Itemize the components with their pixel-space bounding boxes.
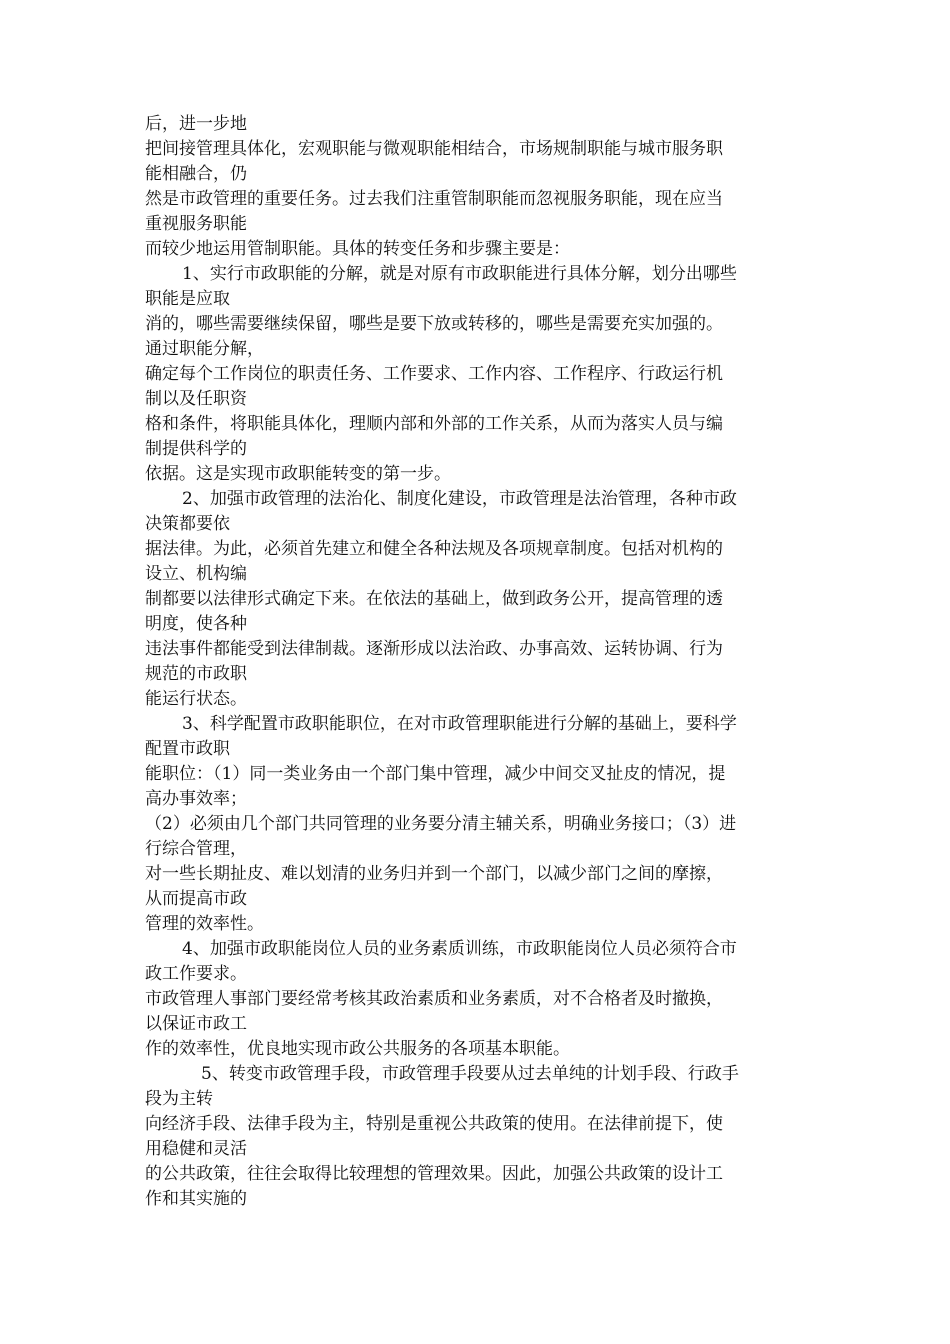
- text-line: 制提供科学的: [145, 439, 247, 459]
- text-line: 能运行状态。: [145, 689, 247, 709]
- text-line: 规范的市政职: [145, 664, 247, 684]
- text-line: 配置市政职: [145, 739, 230, 759]
- text-line: 把间接管理具体化，宏观职能与微观职能相结合，市场规制职能与城市服务职: [145, 139, 723, 159]
- text-line: 3、科学配置市政职能职位，在对市政管理职能进行分解的基础上，要科学: [182, 714, 737, 734]
- text-line: 消的，哪些需要继续保留，哪些是要下放或转移的，哪些是需要充实加强的。: [145, 314, 723, 334]
- text-line: 能相融合，仍: [145, 164, 247, 184]
- text-line: 以保证市政工: [145, 1014, 247, 1034]
- text-line: 段为主转: [145, 1089, 213, 1109]
- text-line: 向经济手段、法律手段为主，特别是重视公共政策的使用。在法律前提下，使: [145, 1114, 723, 1134]
- text-line: （2）必须由几个部门共同管理的业务要分清主辅关系，明确业务接口；（3）进: [145, 814, 737, 834]
- text-line: 违法事件都能受到法律制裁。逐渐形成以法治政、办事高效、运转协调、行为: [145, 639, 723, 659]
- text-line: 据法律。为此，必须首先建立和健全各种法规及各项规章制度。包括对机构的: [145, 539, 723, 559]
- text-line: 2、加强市政管理的法治化、制度化建设，市政管理是法治管理，各种市政: [182, 489, 737, 509]
- text-line: 决策都要依: [145, 514, 230, 534]
- text-line: 职能是应取: [145, 289, 230, 309]
- text-line: 的公共政策，往往会取得比较理想的管理效果。因此，加强公共政策的设计工: [145, 1164, 723, 1184]
- text-line: 明度，使各种: [145, 614, 247, 634]
- text-line: 设立、机构编: [145, 564, 247, 584]
- text-line: 4、加强市政职能岗位人员的业务素质训练，市政职能岗位人员必须符合市: [182, 939, 737, 959]
- text-line: 制都要以法律形式确定下来。在依法的基础上，做到政务公开，提高管理的透: [145, 589, 723, 609]
- text-line: 能职位：（1）同一类业务由一个部门集中管理，减少中间交叉扯皮的情况，提: [145, 764, 726, 784]
- text-line: 重视服务职能: [145, 214, 247, 234]
- text-line: 高办事效率；: [145, 789, 247, 809]
- text-line: 用稳健和灵活: [145, 1139, 247, 1159]
- text-line: 然是市政管理的重要任务。过去我们注重管制职能而忽视服务职能，现在应当: [145, 189, 723, 209]
- text-line: 后，进一步地: [145, 114, 247, 134]
- text-line: 格和条件，将职能具体化，理顺内部和外部的工作关系，从而为落实人员与编: [145, 414, 723, 434]
- text-line: 通过职能分解，: [145, 339, 264, 359]
- text-line: 管理的效率性。: [145, 914, 264, 934]
- text-line: 制以及任职资: [145, 389, 247, 409]
- text-line: 确定每个工作岗位的职责任务、工作要求、工作内容、工作程序、行政运行机: [145, 364, 723, 384]
- text-line: 作和其实施的: [145, 1189, 247, 1209]
- text-line: 政工作要求。: [145, 964, 247, 984]
- document-body-text: [145, 112, 810, 1212]
- text-line: 市政管理人事部门要经常考核其政治素质和业务素质，对不合格者及时撤换，: [145, 989, 723, 1009]
- text-line: 行综合管理，: [145, 839, 247, 859]
- text-line: 从而提高市政: [145, 889, 247, 909]
- text-line: 作的效率性，优良地实现市政公共服务的各项基本职能。: [145, 1039, 570, 1059]
- text-line: 依据。这是实现市政职能转变的第一步。: [145, 464, 451, 484]
- text-line: 1、实行市政职能的分解，就是对原有市政职能进行具体分解，划分出哪些: [182, 264, 737, 284]
- text-line: 对一些长期扯皮、难以划清的业务归并到一个部门，以减少部门之间的摩擦，: [145, 864, 723, 884]
- text-line: 5、转变市政管理手段，市政管理手段要从过去单纯的计划手段、行政手: [201, 1064, 739, 1084]
- text-line: 而较少地运用管制职能。具体的转变任务和步骤主要是：: [145, 239, 570, 259]
